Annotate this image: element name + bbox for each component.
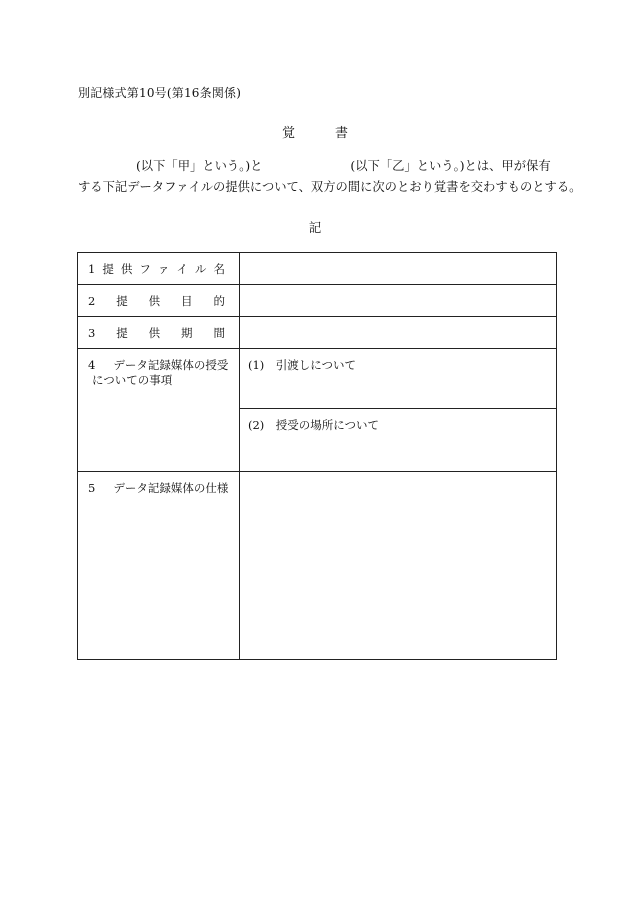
label-char: 提 [116,326,128,340]
table-row [78,317,557,349]
label-char: 供 [148,294,161,308]
label-char: 提 [116,294,128,308]
title-char: 覚 [281,126,295,141]
preamble [78,156,582,198]
label-char: 期 [181,326,193,340]
label-char: 提 [102,262,114,276]
label-char: イ [176,262,188,276]
sub-field-delivery[interactable] [240,349,556,409]
sub-label: (2) 授受の場所について [248,418,380,432]
row-label [78,317,240,349]
row-number: 1 [88,262,96,276]
items-table [77,252,557,660]
row-number: 3 [88,326,96,340]
preamble-line-1 [78,156,558,177]
label-char: 供 [120,262,133,276]
row-label-text: データ記録媒体の仕様 [113,481,229,495]
label-char: 名 [213,262,225,276]
label-char: 的 [213,294,225,308]
label-char: ル [194,262,207,276]
row-label [78,472,240,660]
row-label-line-1: データ記録媒体の授受 [113,358,229,372]
table-row [78,285,557,317]
label-char: ァ [157,262,170,276]
document-title [0,122,630,141]
row-value-field[interactable] [240,285,557,317]
preamble-party-a: (以下「甲」という。)と [136,159,263,173]
sub-label: (1) 引渡しについて [248,358,357,372]
label-char: フ [139,262,151,276]
table-row [78,253,557,285]
row-value-field[interactable] [240,253,557,285]
row-value-field[interactable] [240,472,557,660]
label-char: 間 [213,326,225,340]
row-number: 5 [88,481,96,495]
row-label [78,253,240,285]
table-row [78,472,557,660]
table-row [78,349,557,472]
title-char: 書 [335,126,349,141]
row-number: 4 [88,358,96,372]
preamble-line-2: する下記データファイルの提供について、双方の間に次のとおり覚書を交わすものとする。 [78,180,582,194]
label-char: 供 [148,326,161,340]
row-label [78,349,240,472]
label-char: 目 [181,294,193,308]
row-value-field[interactable] [240,317,557,349]
row-label [78,285,240,317]
form-number: 別記様式第10号(第16条関係) [78,86,242,100]
row-number: 2 [88,294,96,308]
sub-field-location[interactable] [240,409,556,471]
ki-heading: 記 [308,220,322,235]
row-value-field [240,349,557,472]
preamble-party-b: (以下「乙」という。)とは、甲が保有 [350,159,551,173]
row-label-line-2: についての事項 [92,373,173,387]
